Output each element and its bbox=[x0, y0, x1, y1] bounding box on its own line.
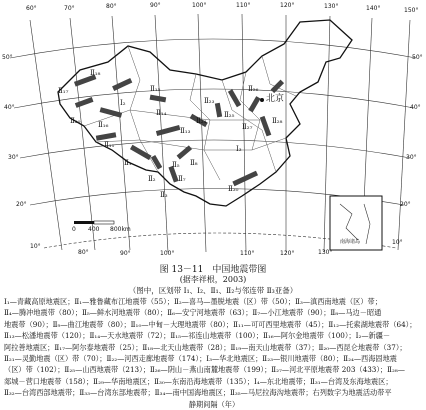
figure-title: 图 13－11 中国地震带图 bbox=[159, 265, 267, 275]
legend-line: Ⅰ₁—青藏高原地震区；Ⅱ₁—雅鲁藏布江地震带（55）；Ⅱ₂—喜马—墨脱地震（区）带（50）；Ⅱ₃—滇西南地震（区）带； bbox=[4, 297, 382, 306]
figure-source: (据李祥根，2003) bbox=[179, 275, 247, 284]
lat-tick-left: 20° bbox=[16, 201, 27, 208]
figure-note: （图中，区划带 Ⅰ₁、Ⅰ₂、Ⅱ₁、Ⅱ₂与邻连带 Ⅱ₃亚备） bbox=[128, 286, 298, 295]
zone-label: Ⅱ₂₇ bbox=[242, 123, 253, 131]
lon-tick-top: 100° bbox=[192, 2, 207, 9]
lon-tick-top: 70° bbox=[64, 5, 75, 12]
zone-label: Ⅱ₁ bbox=[124, 159, 132, 167]
zone-label: Ⅱ₂₃ bbox=[204, 97, 215, 105]
lon-tick-top: 120° bbox=[280, 2, 295, 9]
lat-tick-right: 10° bbox=[392, 239, 403, 246]
lat-tick-right: 30° bbox=[406, 154, 417, 161]
legend-line: 静期间隔（年） bbox=[188, 399, 240, 409]
lat-tick-right: 20° bbox=[400, 201, 411, 208]
zone-label: Ⅱ₁₈ bbox=[90, 69, 101, 77]
lon-tick-top: 60° bbox=[26, 5, 37, 12]
lon-tick-top: 110° bbox=[236, 2, 251, 9]
lon-tick-top: 130° bbox=[324, 3, 339, 10]
lat-tick-left: 10° bbox=[30, 243, 41, 250]
zone-label: Ⅱ₂₄ bbox=[196, 117, 207, 125]
zone-label: Ⅱ₃₀ bbox=[228, 185, 239, 193]
zone-label: Ⅱ₁₆ bbox=[98, 121, 109, 129]
city-label-beijing: 北京 bbox=[266, 94, 285, 104]
legend-line: Ⅱ₄—腾冲地震带（80）；Ⅱ₅—鲜水河地震带（80）；Ⅱ₆—安宁河地震带（63）；Ⅱ₇—小江地震带（90）；Ⅱ₈—马边－昭通 bbox=[4, 308, 382, 318]
lat-tick-right: 50° bbox=[412, 54, 423, 61]
legend-line: Ⅱ₂₁—灵勤地震（区）带（70）；Ⅱ₂₂—河西走廊地震带（174）；Ⅰ₃—华北地震区；Ⅱ₂₃—银川地震带（80）；Ⅱ₂₄—西海固地震 bbox=[4, 354, 397, 364]
zone-label: Ⅱ₁₅ bbox=[150, 85, 161, 93]
scale-label: 400 bbox=[88, 226, 100, 233]
china-outline bbox=[58, 20, 352, 206]
lat-tick-left: 30° bbox=[8, 154, 19, 161]
zone-label: Ⅱ₂₈ bbox=[272, 117, 283, 125]
lon-tick-bottom: 100° bbox=[160, 250, 175, 257]
legend-line: Ⅱ₃₂—台湾西部地震带；Ⅱ₃₃—台湾东部地震带；Ⅱ₃₄—南中国海地震区；Ⅱ₃₅—马尼拉海沟地震带；右列数字为地震活动带平 bbox=[4, 388, 392, 398]
zone-label: Ⅱ₃ bbox=[160, 191, 168, 199]
legend-text bbox=[4, 296, 424, 410]
lon-tick-bottom: 110° bbox=[240, 250, 255, 257]
lon-tick-top: 90° bbox=[150, 2, 161, 9]
lon-tick-bottom: 80° bbox=[78, 249, 89, 256]
legend-line: 地震带（90）；Ⅱ₉—曲江地震带（80）；Ⅱ₁₀—中甸－大理地震带（80）；Ⅱ₁₁—可可西里地震带（45）；Ⅱ₁₂—托索湖地震带（64）； bbox=[4, 319, 417, 329]
legend-line: 郯城－营口地震带（158）；Ⅱ₂₉—华南地震区；Ⅱ₃₀—东南沿海地震带（135）；Ⅰ₄—东北地震带；Ⅱ₃₁—台湾及东海地震区； bbox=[4, 376, 393, 386]
legend-line: 阿拉善地震区；Ⅱ₁₇—阿尔泰地震带（25）；Ⅱ₁₈—北天山地震带（28）；Ⅱ₁₉—南天山地震带（37）；Ⅱ₂₀—西昆仑地震带（37）； bbox=[4, 342, 407, 352]
lon-tick-bottom: 130° bbox=[318, 249, 333, 256]
lon-tick-top: 150° bbox=[404, 7, 419, 14]
scale-label: 0 bbox=[72, 226, 76, 233]
lat-tick-left: 40° bbox=[4, 104, 15, 111]
legend-line: （区）带（102）；Ⅱ₂₅—山西地震带（213）；Ⅱ₂₆—阴山－燕山南麓地震带（199）；Ⅱ₂₇—河北平原地震带 203（433）；Ⅱ₂₈— bbox=[4, 365, 405, 375]
lon-tick-bottom: 120° bbox=[280, 250, 295, 257]
zone-label: Ⅰ₂ bbox=[120, 99, 126, 107]
zone-label: Ⅱ₂₅ bbox=[224, 111, 235, 119]
zone-label: Ⅱ₁₁ bbox=[104, 141, 115, 149]
zone-label: Ⅱ₅ bbox=[172, 161, 180, 169]
lon-tick-bottom: 90° bbox=[120, 250, 131, 257]
zone-label: Ⅱ₁₄ bbox=[156, 109, 167, 117]
lon-tick-top: 80° bbox=[106, 3, 117, 10]
zone-label: Ⅱ₂₆ bbox=[248, 85, 259, 93]
zone-label: Ⅱ₈ bbox=[190, 159, 198, 167]
scale-bar bbox=[74, 221, 114, 224]
lon-tick-top: 140° bbox=[366, 5, 381, 12]
inset-label: 南海诸岛 bbox=[340, 239, 361, 245]
zone-label: Ⅰ₃ bbox=[236, 145, 242, 153]
zone-label: Ⅱ₁₃ bbox=[180, 127, 191, 135]
scale-label: 800km bbox=[110, 226, 131, 233]
zone-label: Ⅱ₂₀ bbox=[70, 117, 81, 125]
beijing-marker bbox=[260, 98, 264, 102]
zone-label: Ⅱ₇ bbox=[178, 175, 186, 183]
legend-line: Ⅱ₁₃—松潘地震带（120）；Ⅱ₁₄—天水地震带（72）；Ⅱ₁₅—祁连山地震带（100）；Ⅱ₁₆—阿尔金地震带（100）；Ⅰ₂—新疆－ bbox=[4, 331, 391, 341]
zone-label: Ⅱ₁₇ bbox=[58, 87, 69, 95]
lat-tick-left: 50° bbox=[2, 54, 13, 61]
lat-tick-right: 40° bbox=[410, 104, 421, 111]
zone-label: Ⅱ₂ bbox=[148, 175, 156, 183]
